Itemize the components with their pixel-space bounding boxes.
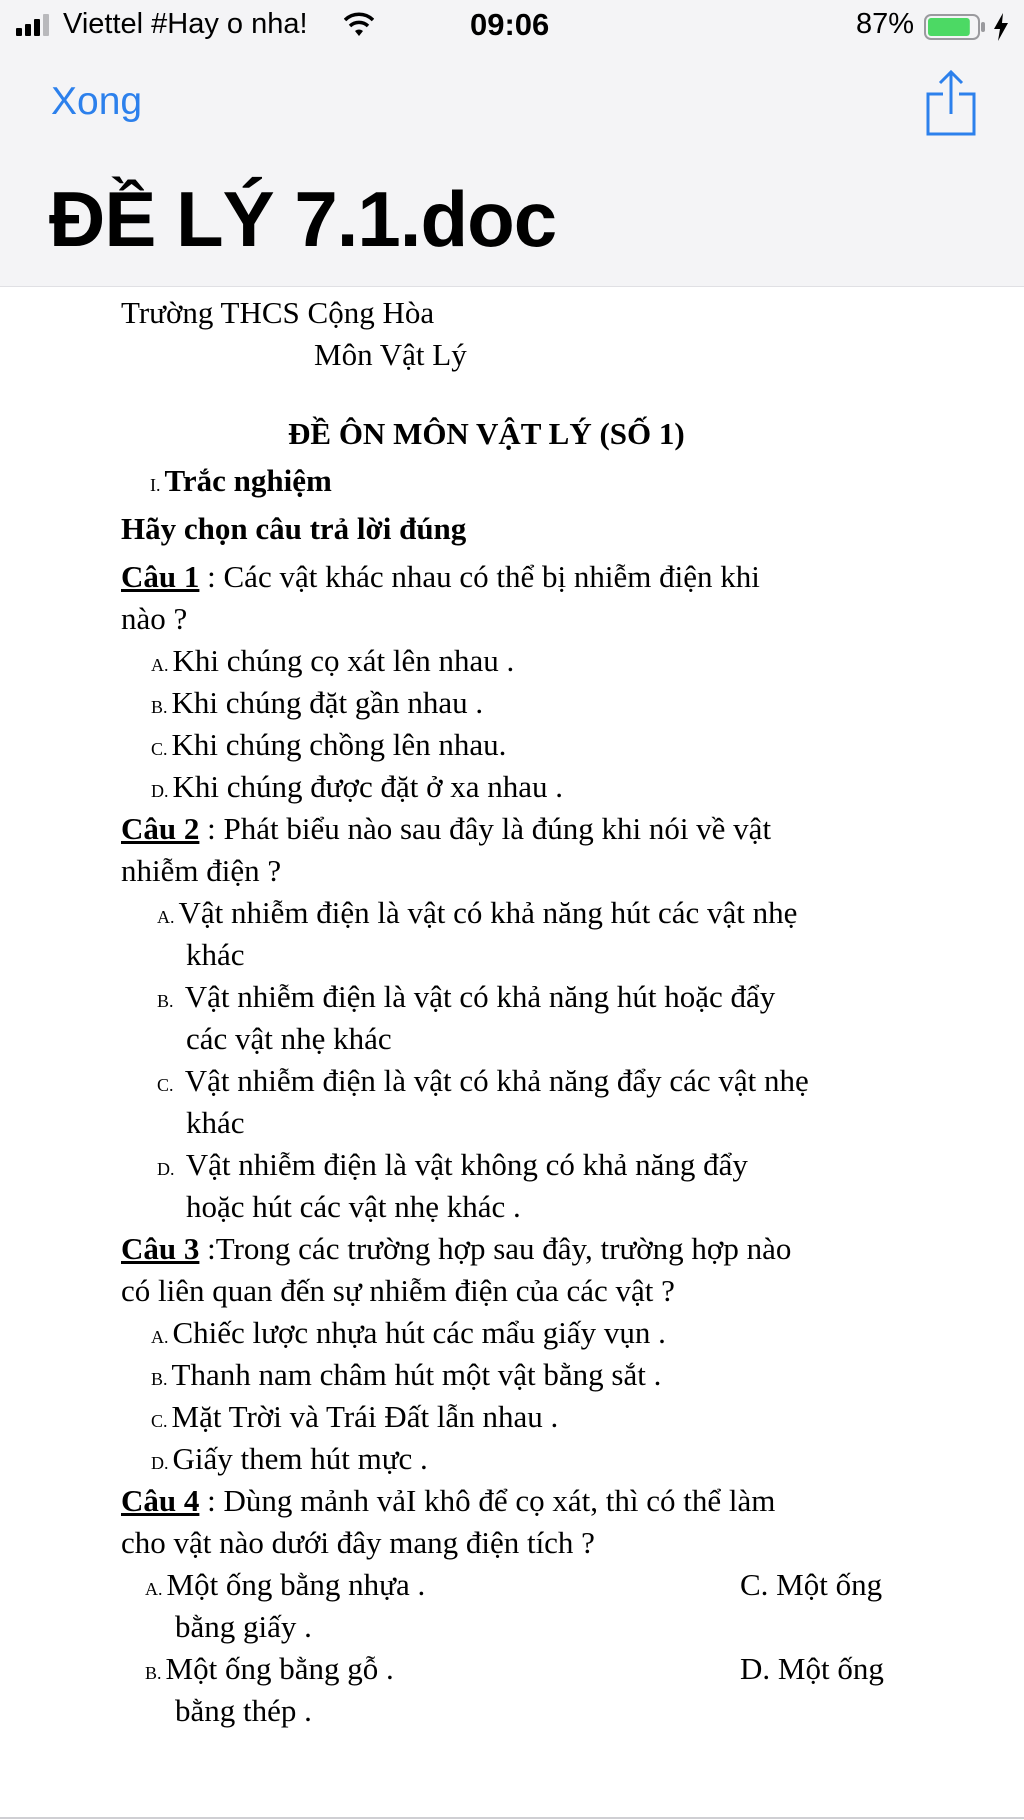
subject-name: Môn Vật Lý xyxy=(314,337,467,372)
question-4 xyxy=(121,1485,775,1516)
answer-option: D. Khi chúng được đặt ở xa nhau . xyxy=(151,769,563,804)
status-bar xyxy=(0,0,1024,52)
answer-option: B. Một ống bằng gỗ . xyxy=(145,1651,394,1686)
question-label: Câu 4 xyxy=(121,1483,200,1518)
section-title: Trắc nghiệm xyxy=(164,463,332,498)
answer-option: B. Khi chúng đặt gần nhau . xyxy=(151,685,484,720)
share-icon[interactable] xyxy=(924,68,978,138)
question-label: Câu 3 xyxy=(121,1231,200,1266)
document-header xyxy=(0,52,1024,287)
section-heading xyxy=(150,465,332,496)
instruction: Hãy chọn câu trả lời đúng xyxy=(121,511,467,546)
answer-option: A. Vật nhiễm điện là vật có khả năng hút các vật nhẹ xyxy=(157,895,798,930)
question-text-cont: nào ? xyxy=(121,601,188,636)
charging-bolt-icon xyxy=(991,12,1011,42)
document-content xyxy=(0,287,1024,1820)
battery-icon xyxy=(924,14,986,40)
answer-option: B. Thanh nam châm hút một vật bằng sắt . xyxy=(151,1357,662,1392)
answer-option: A. Một ống bằng nhựa . xyxy=(145,1567,426,1602)
question-text: : Các vật khác nhau có thể bị nhiễm điện khi xyxy=(199,559,760,594)
carrier-name: Viettel #Hay o nha! xyxy=(63,8,308,40)
answer-option: C. Vật nhiễm điện là vật có khả năng đẩy các vật nhẹ xyxy=(157,1063,809,1098)
question-label: Câu 2 xyxy=(121,811,200,846)
answer-option: C. Một ống xyxy=(740,1567,883,1602)
battery-percent: 87% xyxy=(856,8,915,40)
done-button[interactable]: Xong xyxy=(51,80,143,123)
answer-option: A. Chiếc lược nhựa hút các mẩu giấy vụn . xyxy=(151,1315,666,1350)
answer-option-cont: khác xyxy=(186,937,245,972)
answer-option-cont: bằng giấy . xyxy=(175,1609,312,1644)
answer-option: C. Mặt Trời và Trái Đất lẫn nhau . xyxy=(151,1399,559,1434)
question-text: :Trong các trường hợp sau đây, trường hợp nào xyxy=(199,1231,792,1266)
question-label: Câu 1 xyxy=(121,559,200,594)
answer-option: A. Khi chúng cọ xát lên nhau . xyxy=(151,643,515,678)
question-1 xyxy=(121,561,760,592)
question-text-cont: cho vật nào dưới đây mang điện tích ? xyxy=(121,1525,595,1560)
answer-option-cont: khác xyxy=(186,1105,245,1140)
answer-option-cont: bằng thép . xyxy=(175,1693,312,1728)
answer-option: D. Giấy them hút mực . xyxy=(151,1441,428,1476)
question-3 xyxy=(121,1233,791,1264)
question-2 xyxy=(121,813,771,844)
question-text-cont: có liên quan đến sự nhiễm điện của các vật ? xyxy=(121,1273,675,1308)
status-time: 09:06 xyxy=(470,7,550,42)
school-name: Trường THCS Cộng Hòa xyxy=(121,295,435,330)
answer-option: D. Vật nhiễm điện là vật không có khả năng đẩy xyxy=(157,1147,748,1182)
wifi-icon xyxy=(344,12,374,38)
question-text-cont: nhiễm điện ? xyxy=(121,853,282,888)
cellular-signal-icon xyxy=(16,14,56,36)
page-title: ĐỀ LÝ 7.1.doc xyxy=(49,175,557,263)
answer-option: D. Một ống xyxy=(740,1651,884,1686)
question-text: : Phát biểu nào sau đây là đúng khi nói về vật xyxy=(199,811,772,846)
answer-option: B. Vật nhiễm điện là vật có khả năng hút hoặc đẩy xyxy=(157,979,776,1014)
divider xyxy=(0,1817,1024,1819)
question-text: : Dùng mảnh vảI khô để cọ xát, thì có thể làm xyxy=(199,1483,776,1518)
answer-option-cont: các vật nhẹ khác xyxy=(186,1021,392,1056)
exam-title: ĐỀ ÔN MÔN VẬT LÝ (SỐ 1) xyxy=(288,416,685,451)
answer-option: C. Khi chúng chồng lên nhau. xyxy=(151,727,507,762)
answer-option-cont: hoặc hút các vật nhẹ khác . xyxy=(186,1189,521,1224)
section-number: I. xyxy=(150,475,161,495)
